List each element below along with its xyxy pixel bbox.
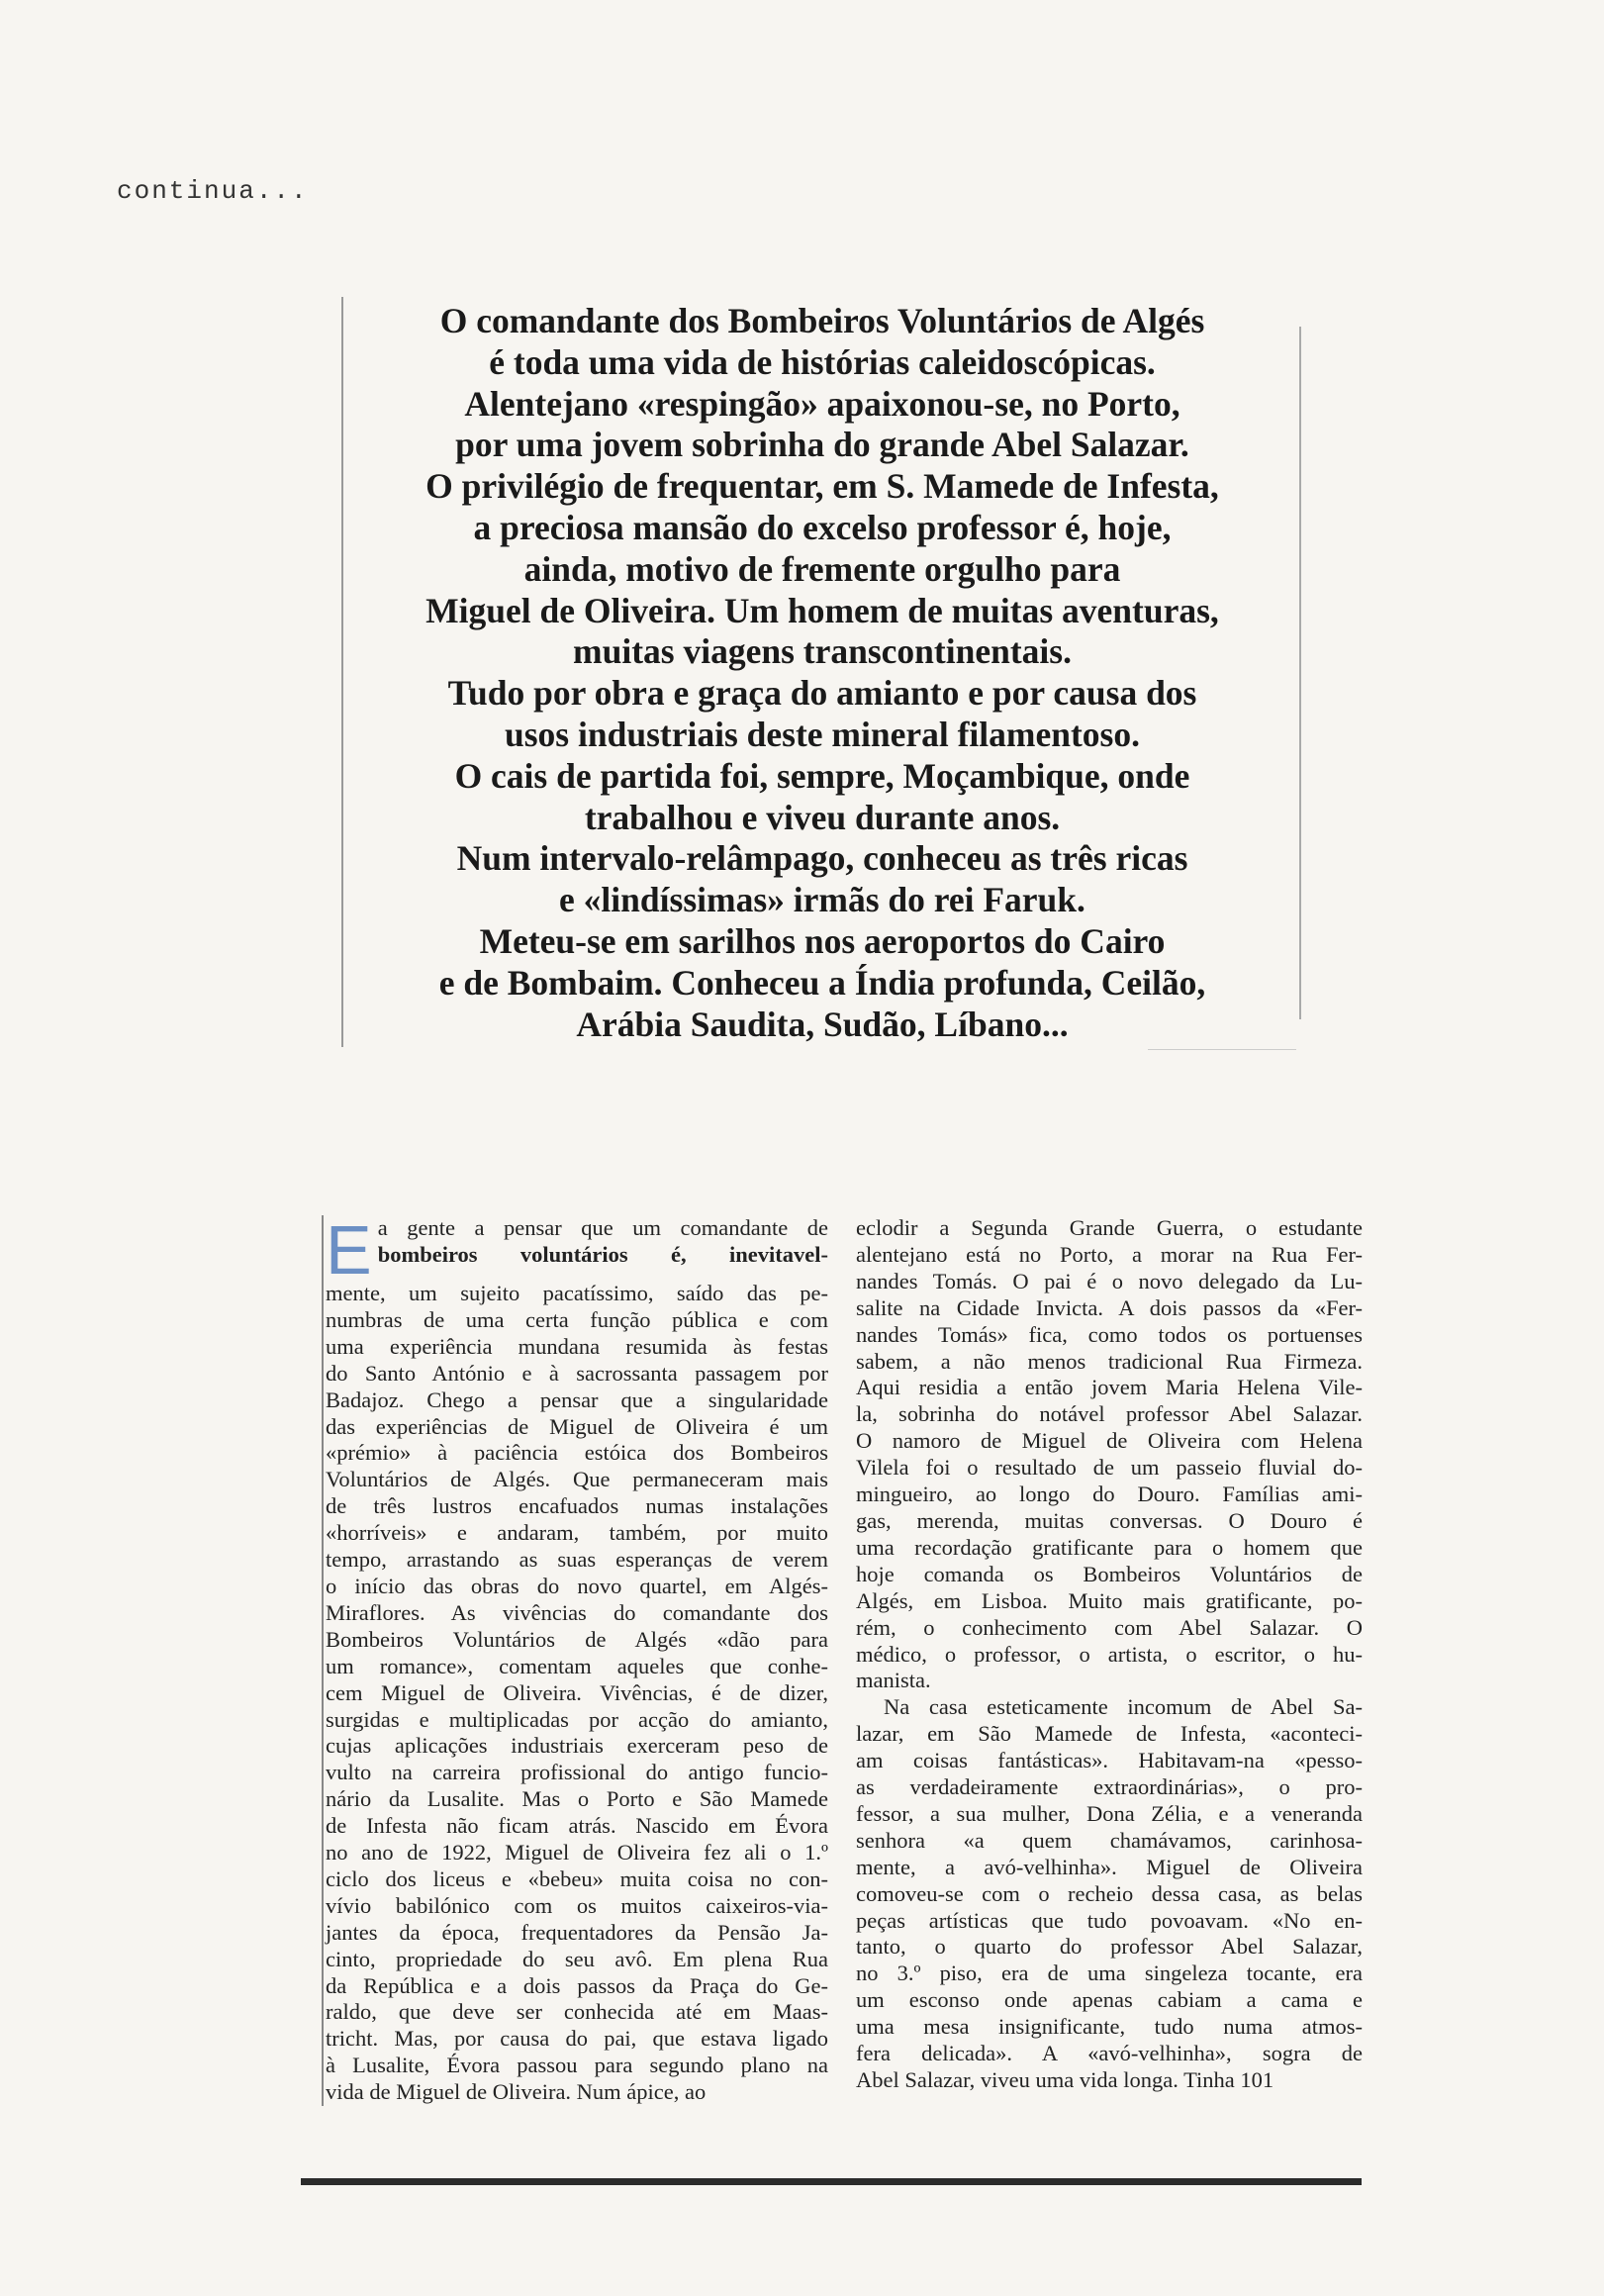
article-line: la, sobrinha do notável professor Abel Salazar. (856, 1401, 1363, 1427)
article-line: um esconso onde apenas cabiam a cama e (856, 1987, 1363, 2013)
article-column-2 (856, 1215, 1363, 2094)
article-line: Bombeiros Voluntários de Algés «dão para (326, 1626, 828, 1652)
article-line: jantes da época, frequentadores da Pensão Ja- (326, 1919, 828, 1945)
article-line: da República e a dois passos da Praça do Ge- (326, 1972, 828, 1998)
article-line: Algés, em Lisboa. Muito mais gratificante, po- (856, 1587, 1363, 1613)
article-line: «horríveis» e andaram, também, por muito (326, 1520, 828, 1546)
article-line: tempo, arrastando as suas esperanças de verem (326, 1547, 828, 1573)
article-column-1 (322, 1211, 828, 2106)
drop-cap: E (326, 1211, 372, 1289)
article-line: senhora «a quem chamávamos, carinhosa- (856, 1827, 1363, 1853)
article-line: surgidas e multiplicadas por acção do amianto, (326, 1706, 828, 1732)
article-line: Miraflores. As vivências do comandante dos (326, 1599, 828, 1625)
lead-line: trabalhou e viveu durante anos. (584, 797, 1061, 837)
article-line: no 3.º piso, era de uma singeleza tocante, era (856, 1961, 1363, 1986)
article-line: um romance», comentam aqueles que conhe- (326, 1653, 828, 1678)
lead-line: Miguel de Oliveira. Um homem de muitas aventuras, (425, 590, 1219, 630)
article-line: Abel Salazar, viveu uma vida longa. Tinha 101 (856, 2067, 1274, 2092)
article-line: peças artísticas que tudo povoavam. «No en- (856, 1907, 1363, 1933)
article-line: comoveu-se com o recheio dessa casa, as belas (856, 1880, 1363, 1906)
article-line: mente, um sujeito pacatíssimo, saído das pe- (326, 1281, 828, 1305)
article-line: Na casa esteticamente incomum de Abel Sa- (884, 1694, 1363, 1720)
article-line: vulto na carreira profissional do antigo funcio- (326, 1760, 828, 1785)
article-line: o início das obras do novo quartel, em Algés- (326, 1573, 828, 1598)
article-line: à Lusalite, Évora passou para segundo plano na (326, 2053, 828, 2078)
article-line: cinto, propriedade do seu avô. Em plena Rua (326, 1946, 828, 1971)
lead-line: Meteu-se em sarilhos nos aeroportos do Cairo (479, 920, 1166, 961)
lead-line: é toda uma vida de histórias caleidoscópicas. (489, 341, 1156, 382)
article-line: Badajoz. Chego a pensar que a singularidade (326, 1387, 828, 1412)
article-line: bombeiros voluntários é, inevitavel- (377, 1241, 828, 1267)
article-line: cujas aplicações industriais exerceram peso de (326, 1733, 828, 1759)
article-line: a gente a pensar que um comandante de (377, 1215, 828, 1240)
article-line: nário da Lusalite. Mas o Porto e São Mamede (326, 1786, 828, 1812)
article-line: Voluntários de Algés. Que permaneceram mais (326, 1467, 828, 1492)
lead-line: por uma jovem sobrinha do grande Abel Salazar. (455, 425, 1189, 465)
lead-line: ainda, motivo de fremente orgulho para (523, 548, 1121, 589)
article-line: alentejano está no Porto, a morar na Rua Fer- (856, 1241, 1363, 1267)
article-line: am coisas fantásticas». Habitavam-na «pesso- (856, 1748, 1363, 1773)
lead-line: Num intervalo-relâmpago, conheceu as três ricas (456, 838, 1188, 879)
article-line: uma experiência mundana resumida às festas (326, 1333, 828, 1359)
article-column-1-text (326, 1281, 828, 2106)
article-line: cem Miguel de Oliveira. Vivências, é de dizer, (326, 1679, 828, 1705)
article-line: as verdadeiramente extraordinárias», o pro- (856, 1774, 1363, 1800)
article-line: uma recordação gratificante para o homem que (856, 1534, 1363, 1560)
article-line: ciclo dos liceus e «bebeu» muita coisa no con- (326, 1866, 828, 1891)
lead-line: O privilégio de frequentar, em S. Mamede de Infesta, (425, 466, 1219, 507)
article-line: das experiências de Miguel de Oliveira é um (326, 1413, 828, 1439)
article-line: no ano de 1922, Miguel de Oliveira fez ali o 1.º (326, 1840, 828, 1866)
lead-line: O comandante dos Bombeiros Voluntários de Algés (439, 301, 1205, 340)
article-first-lines (326, 1211, 828, 1289)
article-line: mingueiro, ao longo do Douro. Famílias ami- (856, 1482, 1363, 1507)
article-line: O namoro de Miguel de Oliveira com Helena (856, 1428, 1363, 1454)
lead-line: usos industriais deste mineral filamentoso. (505, 714, 1140, 754)
article-line: numbras de uma certa função pública e com (326, 1306, 828, 1332)
article-line: salite na Cidade Invicta. A dois passos da «Fer- (856, 1294, 1363, 1320)
article-line: hoje comanda os Bombeiros Voluntários de (856, 1561, 1363, 1586)
continua-label: continua... (117, 176, 309, 206)
lead-line: Arábia Saudita, Sudão, Líbano... (576, 1004, 1069, 1044)
article-line: manista. (856, 1668, 931, 1693)
article-line: gas, merenda, muitas conversas. O Douro é (856, 1507, 1363, 1533)
article-line: tanto, o quarto do professor Abel Salazar, (856, 1934, 1363, 1960)
article-line: «prémio» à paciência estóica dos Bombeiros (326, 1440, 828, 1466)
article-line: sabem, a não menos tradicional Rua Firmeza. (856, 1348, 1363, 1374)
lead-line: a preciosa mansão do excelso professor é, hoje, (473, 507, 1172, 547)
article-line: rém, o conhecimento com Abel Salazar. O (856, 1614, 1363, 1640)
article-line: raldo, que deve ser conhecida até em Maas- (326, 1999, 828, 2025)
article-line: vida de Miguel de Oliveira. Num ápice, ao (326, 2079, 707, 2105)
top-decorative-rule (1148, 1049, 1296, 1050)
bottom-rule (301, 2178, 1362, 2185)
lead-line: O cais de partida foi, sempre, Moçambique, onde (454, 755, 1190, 796)
lead-line: Alentejano «respingão» apaixonou-se, no Porto, (464, 383, 1180, 424)
article-line: nandes Tomás. O pai é o novo delegado da Lu- (856, 1268, 1363, 1293)
article-line: eclodir a Segunda Grande Guerra, o estudante (856, 1215, 1363, 1240)
article-line: nandes Tomás» fica, como todos os portuenses (856, 1321, 1363, 1347)
article-line: de três lustros encafuados numas instalações (326, 1493, 828, 1519)
article-line: fera delicada». A «avó-velhinha», sogra de (856, 2041, 1363, 2066)
lead-paragraph (343, 301, 1301, 1045)
article-line: mente, a avó-velhinha». Miguel de Oliveira (856, 1854, 1363, 1879)
article-line: Aqui residia a então jovem Maria Helena Vile- (856, 1375, 1363, 1400)
article-line: médico, o professor, o artista, o escritor, o hu- (856, 1641, 1363, 1667)
lead-line: e «lindíssimas» irmãs do rei Faruk. (559, 880, 1085, 920)
article-line: vívio babilónico com os muitos caixeiros-via- (326, 1892, 828, 1918)
article-line: Vilela foi o resultado de um passeio fluvial do- (856, 1455, 1363, 1481)
lead-line: Tudo por obra e graça do amianto e por causa dos (447, 673, 1197, 714)
article-line: tricht. Mas, por causa do pai, que estava ligado (326, 2026, 828, 2052)
article-line: uma mesa insignificante, tudo numa atmos- (856, 2014, 1363, 2040)
article-line: de Infesta não ficam atrás. Nascido em Évora (326, 1813, 828, 1839)
lead-line: e de Bombaim. Conheceu a Índia profunda, Ceilão, (438, 962, 1206, 1003)
article-line: fessor, a sua mulher, Dona Zélia, e a veneranda (856, 1800, 1363, 1826)
article-line: lazar, em São Mamede de Infesta, «aconteci- (856, 1721, 1363, 1747)
lead-line: muitas viagens transcontinentais. (573, 631, 1072, 672)
lead-box (341, 297, 1301, 1047)
article-line: do Santo António e à sacrossanta passagem por (326, 1360, 828, 1386)
